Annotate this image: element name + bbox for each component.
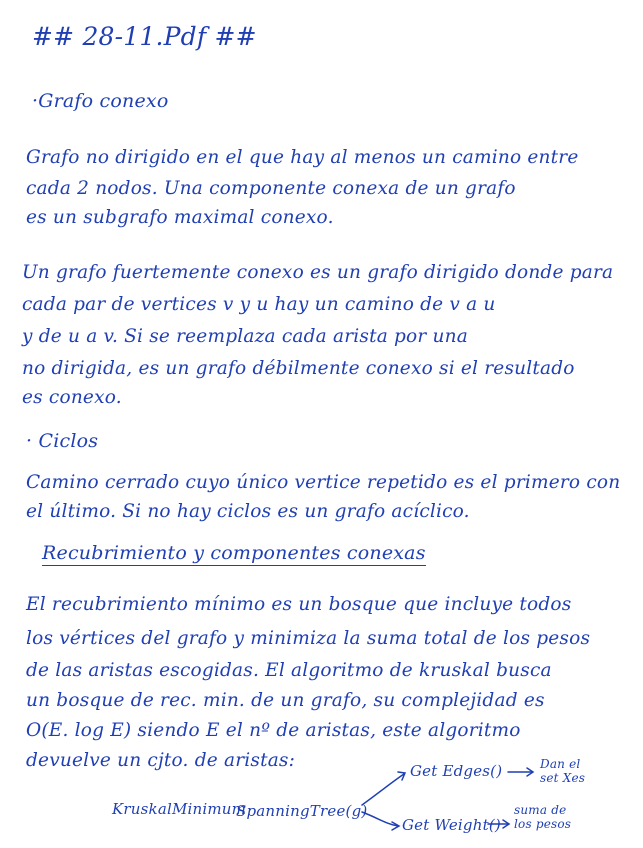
arrow-to-getedges: [362, 774, 404, 805]
text-line: El recubrimiento mínimo es un bosque que incluye todos: [26, 594, 572, 615]
diagram-getedges-result-1: Dan el: [540, 757, 581, 771]
text-line: devuelve un cjto. de aristas:: [26, 750, 296, 771]
diagram-spanning-label: SpanningTree(g): [236, 802, 368, 820]
text-line: el último. Si no hay ciclos es un grafo acíclico.: [26, 501, 470, 522]
text-line: un bosque de rec. min. de un grafo, su complejidad es: [26, 690, 545, 711]
diagram-kruskal-label: KruskalMinimum: [112, 800, 247, 818]
text-line: cada 2 nodos. Una componente conexa de un grafo: [26, 178, 516, 199]
arrow-to-getweight: [362, 812, 398, 826]
diagram-getweight-label: Get Weight(): [402, 816, 501, 834]
section-heading-recubrimiento: Recubrimiento y componentes conexas: [42, 542, 426, 564]
text-line: y de u a v. Si se reemplaza cada arista por una: [22, 326, 468, 347]
text-line: es conexo.: [22, 387, 122, 408]
text-line: de las aristas escogidas. El algoritmo de kruskal busca: [26, 660, 552, 681]
diagram-getedges-label: Get Edges(): [410, 762, 503, 780]
section-heading-ciclos: · Ciclos: [26, 430, 99, 452]
text-line: Grafo no dirigido en el que hay al menos un camino entre: [26, 147, 579, 168]
page-title: ## 28-11.Pdf ##: [32, 22, 257, 51]
text-line: los vértices del grafo y minimiza la suma total de los pesos: [26, 628, 591, 649]
diagram-getedges-result-2: set Xes: [540, 771, 586, 785]
text-line: Camino cerrado cuyo único vertice repetido es el primero con: [26, 472, 621, 493]
text-line: O(E. log E) siendo E el nº de aristas, este algoritmo: [26, 720, 521, 741]
text-line: cada par de vertices v y u hay un camino de v a u: [22, 294, 496, 315]
text-line: es un subgrafo maximal conexo.: [26, 207, 334, 228]
diagram-getweight-result-2: los pesos: [514, 817, 572, 831]
text-line: Un grafo fuertemente conexo es un grafo dirigido donde para: [22, 262, 614, 283]
diagram-getweight-result-1: suma de: [514, 803, 567, 817]
text-line: no dirigida, es un grafo débilmente conexo si el resultado: [22, 358, 575, 379]
section-heading-grafo-conexo: ·Grafo conexo: [32, 90, 169, 112]
